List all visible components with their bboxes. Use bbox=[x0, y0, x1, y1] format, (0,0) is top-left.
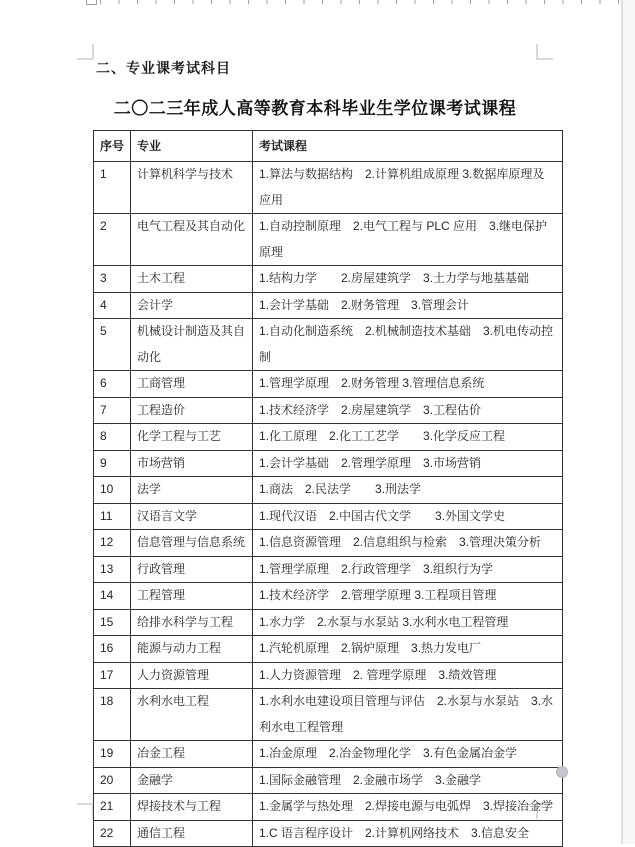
cell-no: 16 bbox=[94, 636, 131, 663]
margin-corner-mark-top-left bbox=[77, 44, 94, 60]
cell-no: 20 bbox=[94, 767, 131, 794]
cell-courses: 1.现代汉语 2.中国古代文学 3.外国文学史 bbox=[253, 503, 563, 530]
header-major: 专业 bbox=[131, 131, 253, 162]
cell-major: 电气工程及其自动化 bbox=[131, 214, 253, 266]
cell-courses: 1.结构力学 2.房屋建筑学 3.土力学与地基基础 bbox=[253, 266, 563, 293]
cell-major: 人力资源管理 bbox=[131, 662, 253, 689]
table-row bbox=[94, 477, 563, 504]
cell-courses: 1.会计学基础 2.财务管理 3.管理会计 bbox=[253, 292, 563, 319]
cell-no: 11 bbox=[94, 503, 131, 530]
cell-major: 给排水科学与工程 bbox=[131, 609, 253, 636]
cell-no: 13 bbox=[94, 556, 131, 583]
table-row bbox=[94, 292, 563, 319]
table-resize-handle-icon[interactable] bbox=[556, 766, 568, 778]
cell-courses: 1.信息资源管理 2.信息组织与检索 3.管理决策分析 bbox=[253, 530, 563, 557]
cell-no: 15 bbox=[94, 609, 131, 636]
table-row bbox=[94, 794, 563, 821]
cell-no: 3 bbox=[94, 266, 131, 293]
table-row bbox=[94, 636, 563, 663]
table-row bbox=[94, 266, 563, 293]
ruler-indent-marker[interactable] bbox=[86, 0, 97, 5]
table-header-row bbox=[94, 131, 563, 162]
cell-no: 4 bbox=[94, 292, 131, 319]
cell-major: 工商管理 bbox=[131, 371, 253, 398]
table-row bbox=[94, 530, 563, 557]
cell-courses: 1.化工原理 2.化工工艺学 3.化学反应工程 bbox=[253, 424, 563, 451]
table-title: 二〇二三年成人高等教育本科毕业生学位课考试课程 bbox=[113, 99, 517, 118]
cell-courses: 1.算法与数据结构 2.计算机组成原理 3.数据库原理及应用 bbox=[253, 162, 563, 214]
section-heading: 二、专业课考试科目 bbox=[96, 60, 231, 76]
cell-major: 信息管理与信息系统 bbox=[131, 530, 253, 557]
cell-courses: 1.水力学 2.水泵与水泵站 3.水利水电工程管理 bbox=[253, 609, 563, 636]
cell-no: 19 bbox=[94, 741, 131, 768]
table-body bbox=[94, 162, 563, 847]
cell-major: 水利水电工程 bbox=[131, 689, 253, 741]
cell-courses: 1.管理学原理 2.行政管理学 3.组织行为学 bbox=[253, 556, 563, 583]
cell-courses: 1.技术经济学 2.房屋建筑学 3.工程估价 bbox=[253, 397, 563, 424]
cell-no: 17 bbox=[94, 662, 131, 689]
table-row bbox=[94, 319, 563, 371]
cell-major: 工程管理 bbox=[131, 583, 253, 610]
cell-courses: 1.管理学原理 2.财务管理 3.管理信息系统 bbox=[253, 371, 563, 398]
cell-major: 焊接技术与工程 bbox=[131, 794, 253, 821]
cell-no: 14 bbox=[94, 583, 131, 610]
table-row bbox=[94, 741, 563, 768]
cell-major: 会计学 bbox=[131, 292, 253, 319]
cell-major: 土木工程 bbox=[131, 266, 253, 293]
cell-courses: 1.水利水电建设项目管理与评估 2.水泵与水泵站 3.水利水电工程管理 bbox=[253, 689, 563, 741]
table-row bbox=[94, 424, 563, 451]
cell-courses: 1.C 语言程序设计 2.计算机网络技术 3.信息安全 bbox=[253, 820, 563, 847]
cell-courses: 1.商法 2.民法学 3.刑法学 bbox=[253, 477, 563, 504]
cell-courses: 1.汽轮机原理 2.锅炉原理 3.热力发电厂 bbox=[253, 636, 563, 663]
table-row bbox=[94, 371, 563, 398]
cell-major: 金融学 bbox=[131, 767, 253, 794]
cell-no: 21 bbox=[94, 794, 131, 821]
table-row bbox=[94, 503, 563, 530]
margin-corner-mark-bottom-left bbox=[77, 803, 94, 819]
cell-courses: 1.国际金融管理 2.金融市场学 3.金融学 bbox=[253, 767, 563, 794]
cell-courses: 1.人力资源管理 2. 管理学原理 3.绩效管理 bbox=[253, 662, 563, 689]
table-row bbox=[94, 397, 563, 424]
header-no: 序号 bbox=[94, 131, 131, 162]
cell-major: 冶金工程 bbox=[131, 741, 253, 768]
table-row bbox=[94, 820, 563, 847]
cell-no: 18 bbox=[94, 689, 131, 741]
cell-courses: 1.技术经济学 2.管理学原理 3.工程项目管理 bbox=[253, 583, 563, 610]
cell-no: 12 bbox=[94, 530, 131, 557]
cell-major: 工程造价 bbox=[131, 397, 253, 424]
cell-major: 行政管理 bbox=[131, 556, 253, 583]
table-row bbox=[94, 689, 563, 741]
cell-courses: 1.金属学与热处理 2.焊接电源与电弧焊 3.焊接冶金学 bbox=[253, 794, 563, 821]
table-row bbox=[94, 767, 563, 794]
cell-major: 计算机科学与技术 bbox=[131, 162, 253, 214]
table-row bbox=[94, 609, 563, 636]
cell-courses: 1.自动化制造系统 2.机械制造技术基础 3.机电传动控制 bbox=[253, 319, 563, 371]
cell-major: 机械设计制造及其自动化 bbox=[131, 319, 253, 371]
exam-courses-table bbox=[93, 130, 563, 847]
cell-major: 通信工程 bbox=[131, 820, 253, 847]
page-edge-line bbox=[621, 0, 623, 844]
cell-no: 6 bbox=[94, 371, 131, 398]
table-row bbox=[94, 214, 563, 266]
ruler-ticks bbox=[100, 0, 620, 4]
cell-no: 2 bbox=[94, 214, 131, 266]
cell-no: 9 bbox=[94, 450, 131, 477]
cell-major: 化学工程与工艺 bbox=[131, 424, 253, 451]
table-row bbox=[94, 450, 563, 477]
cell-courses: 1.会计学基础 2.管理学原理 3.市场营销 bbox=[253, 450, 563, 477]
cell-courses: 1.冶金原理 2.冶金物理化学 3.有色金属冶金学 bbox=[253, 741, 563, 768]
table-row bbox=[94, 162, 563, 214]
cell-no: 8 bbox=[94, 424, 131, 451]
table-row bbox=[94, 662, 563, 689]
cell-major: 市场营销 bbox=[131, 450, 253, 477]
cell-no: 1 bbox=[94, 162, 131, 214]
cell-major: 能源与动力工程 bbox=[131, 636, 253, 663]
margin-corner-mark-top-right bbox=[536, 44, 553, 60]
cell-no: 10 bbox=[94, 477, 131, 504]
cell-courses: 1.自动控制原理 2.电气工程与 PLC 应用 3.继电保护原理 bbox=[253, 214, 563, 266]
page-right-gutter bbox=[623, 0, 635, 844]
table-row bbox=[94, 583, 563, 610]
cell-no: 5 bbox=[94, 319, 131, 371]
table-row bbox=[94, 556, 563, 583]
cell-no: 7 bbox=[94, 397, 131, 424]
cell-major: 汉语言文学 bbox=[131, 503, 253, 530]
header-courses: 考试课程 bbox=[253, 131, 563, 162]
cell-major: 法学 bbox=[131, 477, 253, 504]
cell-no: 22 bbox=[94, 820, 131, 847]
